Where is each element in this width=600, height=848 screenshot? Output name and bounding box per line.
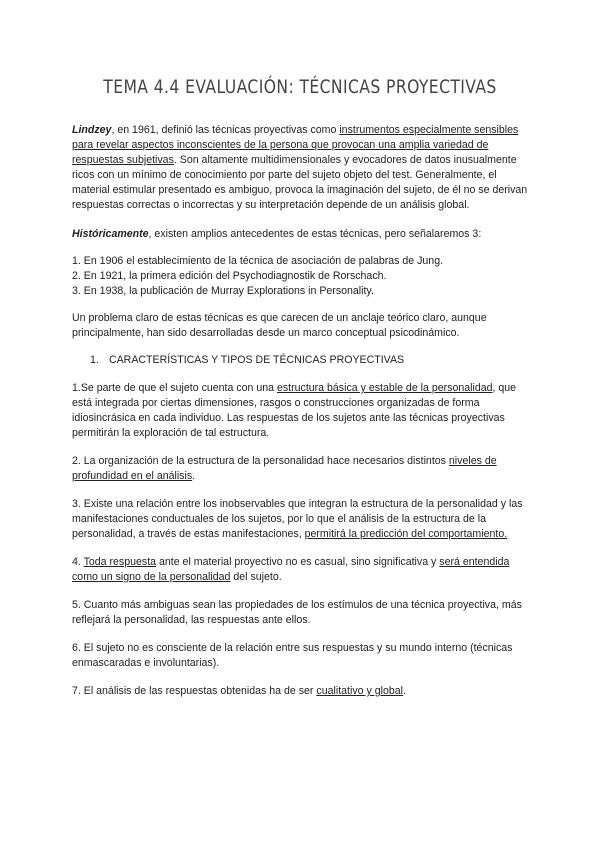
point-7 [72,684,534,699]
history-label: Históricamente [72,228,149,240]
point-6: 6. El sujeto no es consciente de la relación entre sus respuestas y su mundo interno (técnicas enmascaradas e involuntarias). [72,642,513,669]
history-item-1: 1. En 1906 el establecimiento de la técnica de asociación de palabras de Jung. [72,255,444,267]
history-item-3: 3. En 1938, la publicación de Murray Explorations in Personality. [72,285,374,297]
intro-text-1: , en 1961, definió las técnicas proyectivas como [111,124,340,136]
point-7-text-b: . [402,685,406,697]
history-paragraph [72,227,534,242]
point-7-underlined: cualitativo y global [316,685,403,697]
point-4-text-a: 4. [72,556,84,568]
page-title: TEMA 4.4 EVALUACIÓN: TÉCNICAS PROYECTIVAS [103,76,497,98]
document-body [72,123,534,699]
point-2-text-b: . [192,470,196,482]
problem-paragraph: Un problema claro de estas técnicas es que carecen de un anclaje teórico claro, aunque principalmente, han sido desarrolladas desde un marco conceptual psicodinámico. [72,312,487,339]
intro-text-2: . Son altamente multidimensionales y evocadores de datos inusualmente ricos con un mínimo de conocimiento por parte del sujeto objeto del test. Generalmente, el material estimular presentado es ambiguo, provoca la imaginación del sujeto, de él no se derivan respuestas correctas o incorrectas y su interpretación depende de un análisis global. [72,154,528,211]
point-1 [72,381,534,441]
point-4-text-b: ante el material proyectivo no es casual, sino significativa y [156,556,440,568]
point-1-underlined: estructura básica y estable de la personalidad [276,382,493,394]
point-5: 5. Cuanto más ambiguas sean las propiedades de los estímulos de una técnica proyectiva, más reflejará la personalidad, las respuestas ante ellos. [72,599,522,626]
point-4 [72,555,534,585]
history-item-2: 2. En 1921, la primera edición del Psychodiagnostik de Rorschach. [72,270,387,282]
point-4-underlined-1: Toda respuesta [83,556,157,568]
point-3 [72,497,534,542]
section-heading [72,353,534,368]
intro-underlined: instrumentos especialmente sensibles para revelar aspectos inconscientes de la persona que provocan una amplia variedad de respuestas subjetivas [72,124,519,166]
point-7-text-a: 7. El análisis de las respuestas obtenidas ha de ser [72,685,317,697]
point-2 [72,454,534,484]
section-title: CARACTERÍSTICAS Y TIPOS DE TÉCNICAS PROYECTIVAS [108,354,405,366]
section-number: 1. [90,354,99,366]
point-4-underlined-2: será entendida como un signo de la personalidad [72,556,510,583]
point-1-text-b: , que está integrada por ciertas dimensiones, rasgos o construcciones organizadas de forma idiosincrásica en cada individuo. Las respuestas de los sujetos ante las técnicas proyectivas permitirán la exploración de tal estructura. [72,382,517,439]
intro-paragraph [72,123,534,213]
point-1-text-a: 1.Se parte de que el sujeto cuenta con una [72,382,277,394]
author-name: Lindzey [72,124,112,136]
history-text: , existen amplios antecedentes de estas técnicas, pero señalaremos 3: [148,228,482,240]
point-3-text-a: 3. Existe una relación entre los inobservables que integran la estructura de la personalidad y las manifestaciones conductuales de los sujetos, por lo que el análisis de la estructura de la personalidad, a través de estas manifestaciones, [72,498,523,540]
point-2-underlined: niveles de profundidad en el análisis [72,455,497,482]
point-3-underlined: permitirá la predicción del comportamiento. [304,528,508,540]
point-4-text-c: del sujeto. [230,571,282,583]
point-2-text-a: 2. La organización de la estructura de la personalidad hace necesarios distintos [72,455,449,467]
